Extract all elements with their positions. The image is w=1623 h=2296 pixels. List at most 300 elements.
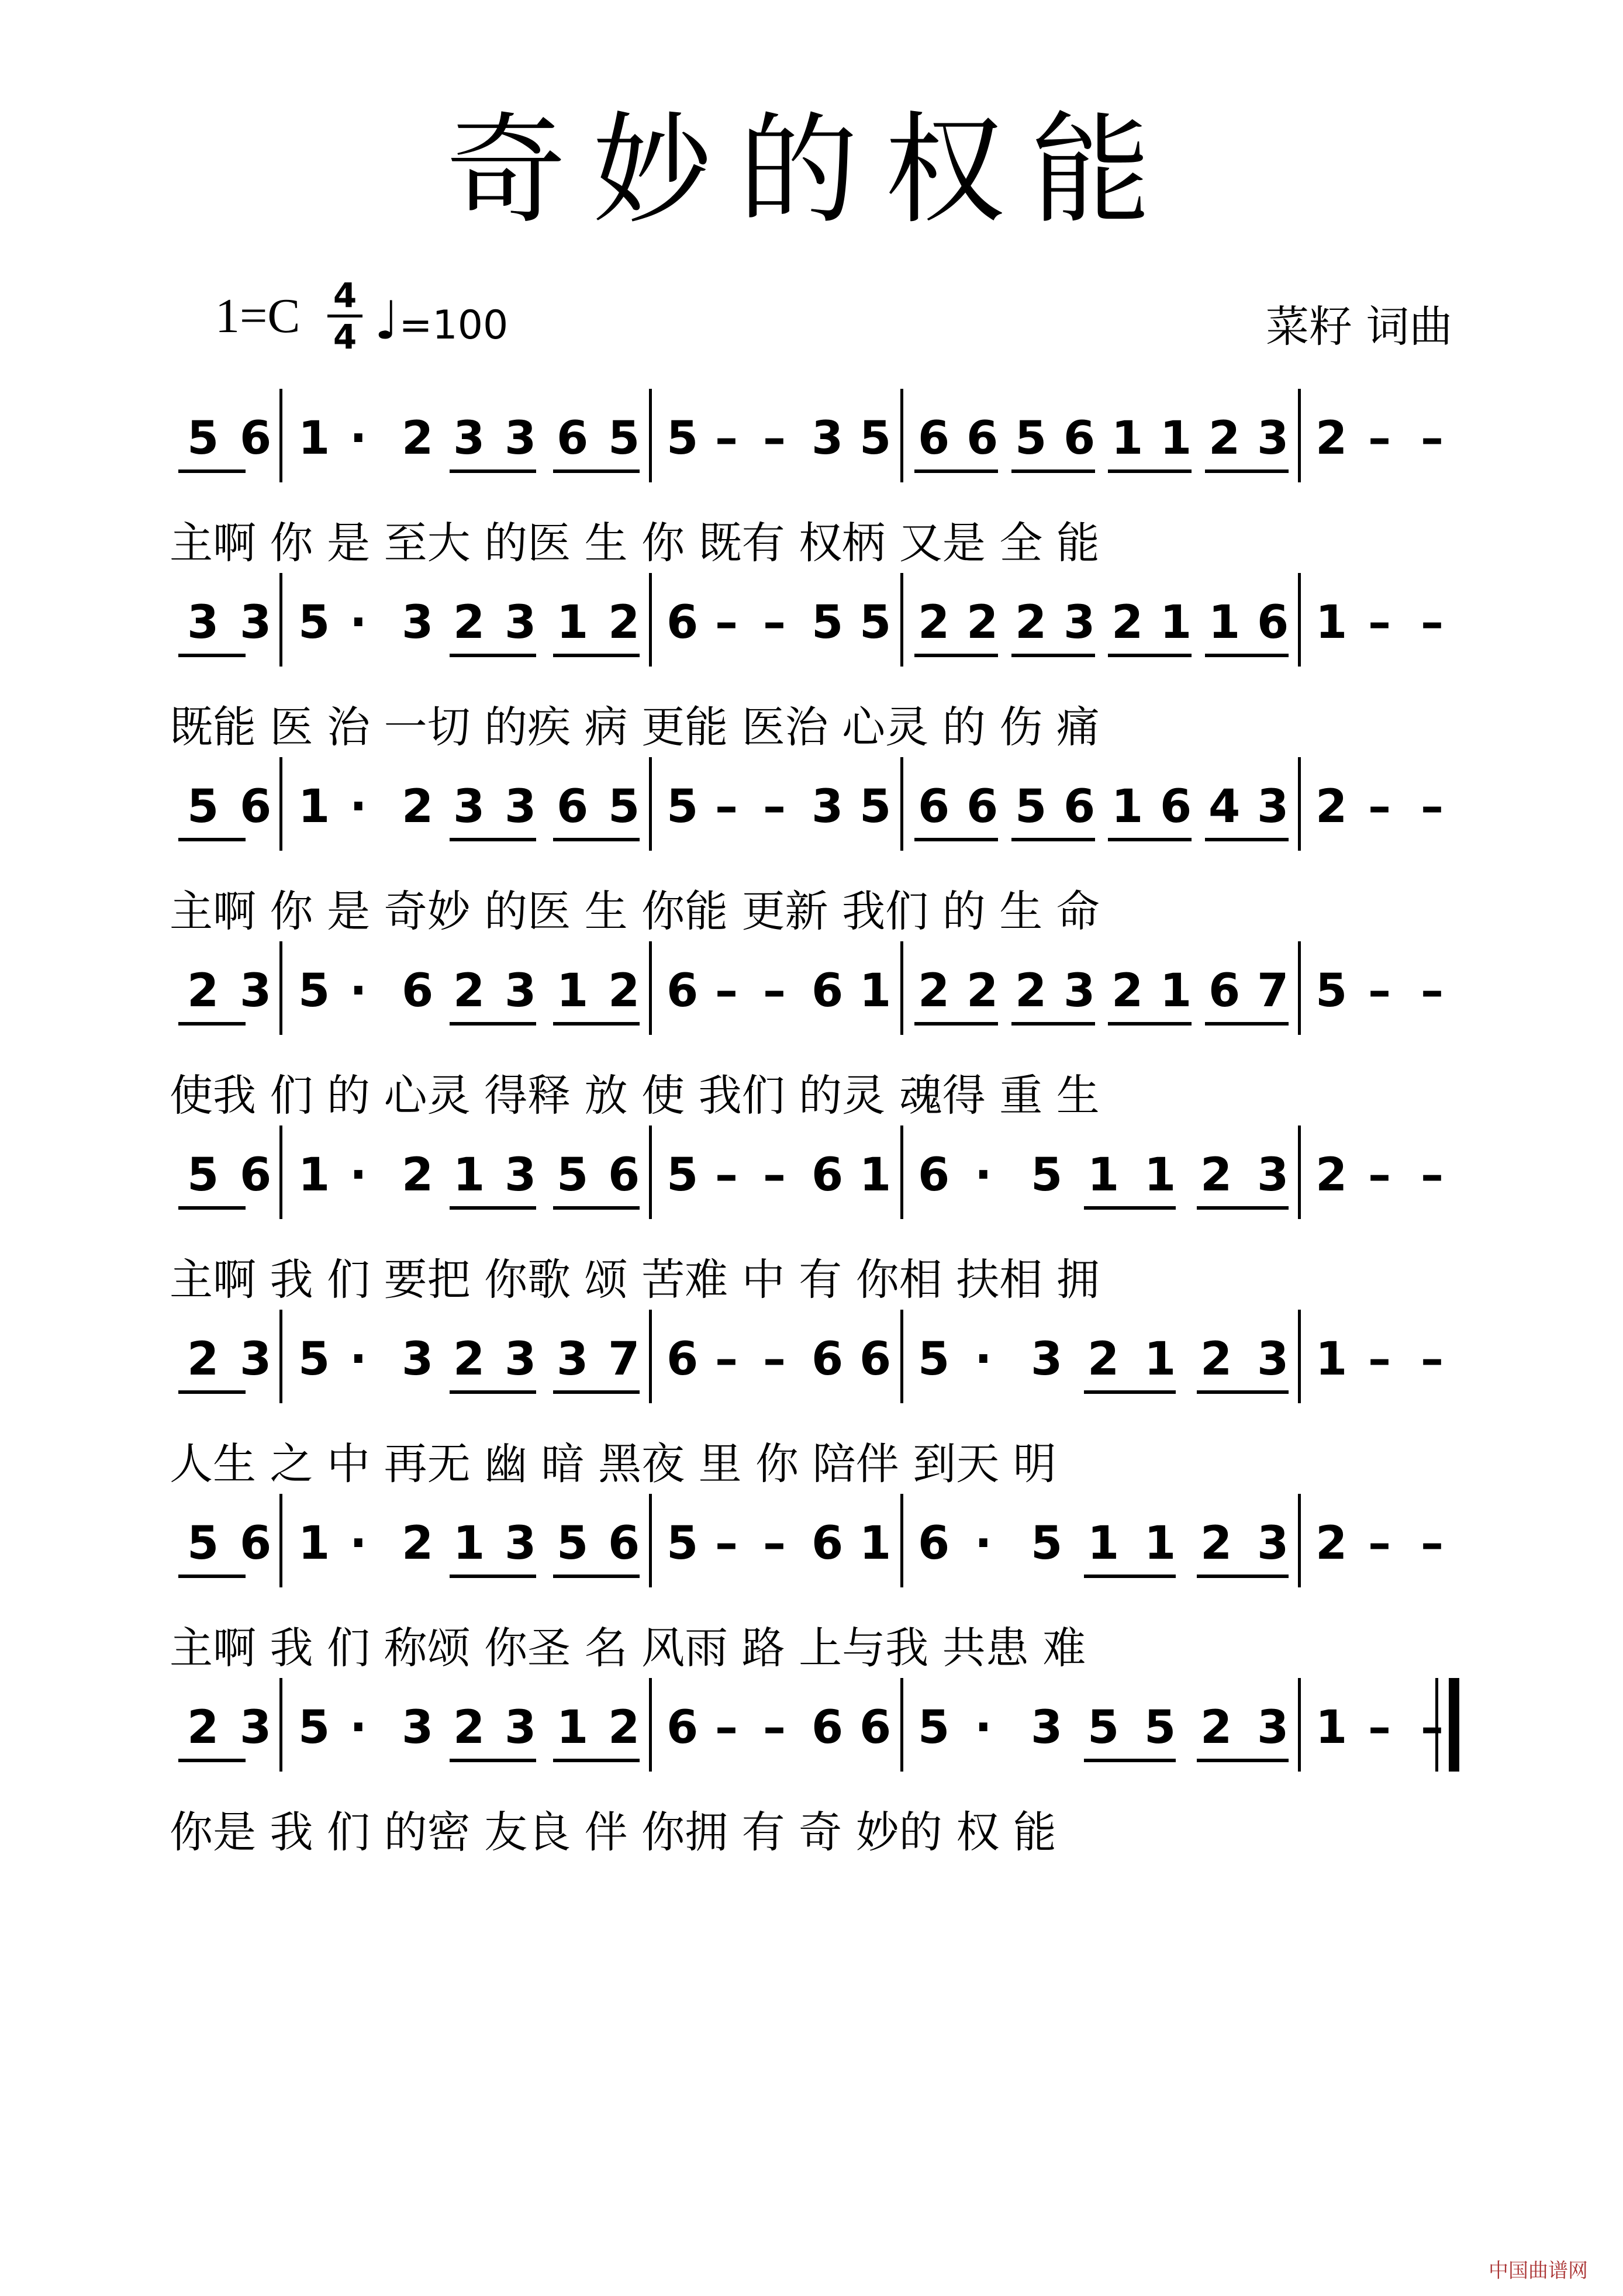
- note-symbol: 5: [187, 1517, 219, 1570]
- note-symbol: 6: [811, 1517, 844, 1570]
- eighth-note-underline: [450, 469, 536, 473]
- bar-line: [900, 573, 903, 667]
- note-symbol: 2: [608, 965, 640, 1017]
- note-symbol: 3: [1257, 1333, 1289, 1386]
- eighth-note-underline: [553, 838, 640, 841]
- note-symbol: 2: [1015, 596, 1047, 649]
- note-symbol: –: [1421, 1149, 1444, 1201]
- note-symbol: 3: [240, 1701, 272, 1754]
- note-symbol: 1: [1160, 412, 1192, 465]
- note-symbol: 2: [453, 1701, 485, 1754]
- note-symbol: 2: [187, 1701, 219, 1754]
- note-symbol: 6: [966, 412, 999, 465]
- note-symbol: 1: [298, 1149, 330, 1201]
- notes-line: [0, 573, 1623, 678]
- bar-line: [279, 389, 282, 482]
- eighth-note-underline: [450, 1575, 536, 1578]
- note-symbol: 6: [402, 965, 434, 1017]
- note-symbol: 2: [1315, 412, 1348, 465]
- pickup-underline: [178, 1575, 246, 1578]
- note-symbol: –: [1368, 965, 1391, 1017]
- note-symbol: –: [1421, 1701, 1444, 1754]
- note-symbol: 2: [402, 781, 434, 833]
- note-symbol: 3: [505, 1149, 537, 1201]
- note-symbol: 1: [298, 781, 330, 833]
- lyrics-line: 使我 们 的 心灵 得释 放 使 我们 的灵 魂得 重 生: [170, 1071, 1100, 1121]
- bar-line: [1298, 1125, 1301, 1219]
- bar-line: [279, 573, 282, 667]
- quarter-note-icon: ♩: [374, 290, 399, 351]
- note-symbol: 6: [811, 1701, 844, 1754]
- note-symbol: 3: [505, 1517, 537, 1570]
- note-symbol: 5: [667, 781, 699, 833]
- note-symbol: 1: [1315, 1701, 1348, 1754]
- note-symbol: –: [763, 1333, 786, 1386]
- note-symbol: 2: [187, 1333, 219, 1386]
- note-symbol: 2: [1200, 1149, 1232, 1201]
- pickup-underline: [178, 1206, 246, 1210]
- note-symbol: 6: [811, 1149, 844, 1201]
- pickup-underline: [178, 654, 246, 657]
- eighth-note-underline: [1108, 838, 1192, 841]
- note-symbol: 3: [505, 596, 537, 649]
- note-symbol: 3: [187, 596, 219, 649]
- notes-line: [0, 389, 1623, 494]
- note-symbol: 3: [1257, 1517, 1289, 1570]
- note-symbol: 2: [966, 596, 999, 649]
- eighth-note-underline: [450, 654, 536, 657]
- note-symbol: –: [1421, 965, 1444, 1017]
- note-symbol: –: [715, 965, 738, 1017]
- note-symbol: 5: [1015, 412, 1047, 465]
- eighth-note-underline: [553, 1206, 640, 1210]
- note-symbol: 5: [608, 781, 640, 833]
- note-symbol: –: [1421, 781, 1444, 833]
- note-symbol: 2: [1315, 781, 1348, 833]
- note-symbol: –: [715, 1333, 738, 1386]
- eighth-note-underline: [914, 469, 998, 473]
- eighth-note-underline: [450, 838, 536, 841]
- eighth-note-underline: [553, 1390, 640, 1394]
- pickup-underline: [178, 1390, 246, 1394]
- time-signature: [327, 275, 362, 357]
- note-symbol: 2: [1015, 965, 1047, 1017]
- note-symbol: –: [1368, 781, 1391, 833]
- note-symbol: 3: [453, 781, 485, 833]
- eighth-note-underline: [1011, 654, 1095, 657]
- note-symbol: 1: [298, 412, 330, 465]
- note-symbol: 1: [1144, 1333, 1176, 1386]
- note-symbol: 6: [557, 412, 589, 465]
- note-symbol: 6: [918, 781, 950, 833]
- note-symbol: –: [1368, 412, 1391, 465]
- note-symbol: 5: [298, 1333, 330, 1386]
- page-title: 奇妙的权能: [446, 101, 1177, 240]
- note-symbol: –: [715, 412, 738, 465]
- note-symbol: 1: [453, 1517, 485, 1570]
- note-symbol: 5: [1015, 781, 1047, 833]
- note-symbol: 1: [1160, 965, 1192, 1017]
- lyrics-line: 主啊 我 们 称颂 你圣 名 风雨 路 上与我 共患 难: [170, 1623, 1086, 1673]
- lyrics-line: 人生 之 中 再无 幽 暗 黑夜 里 你 陪伴 到天 明: [170, 1439, 1056, 1489]
- bar-line: [1298, 1494, 1301, 1587]
- note-symbol: 6: [240, 1149, 272, 1201]
- note-symbol: 6: [1063, 781, 1096, 833]
- note-symbol: 2: [453, 965, 485, 1017]
- note-symbol: –: [1368, 1701, 1391, 1754]
- note-symbol: ·: [350, 965, 367, 1017]
- eighth-note-underline: [553, 1022, 640, 1026]
- note-symbol: 3: [402, 596, 434, 649]
- eighth-note-underline: [1084, 1206, 1176, 1210]
- note-symbol: ·: [350, 1701, 367, 1754]
- bar-line: [649, 1310, 652, 1403]
- note-symbol: 2: [1111, 965, 1144, 1017]
- note-symbol: 3: [240, 965, 272, 1017]
- note-symbol: 7: [1257, 965, 1289, 1017]
- note-symbol: 5: [1087, 1701, 1120, 1754]
- eighth-note-underline: [1108, 469, 1192, 473]
- note-symbol: 2: [402, 1517, 434, 1570]
- note-symbol: –: [715, 596, 738, 649]
- note-symbol: 6: [1063, 412, 1096, 465]
- note-symbol: 1: [1087, 1149, 1120, 1201]
- note-symbol: 3: [505, 1333, 537, 1386]
- note-symbol: 3: [402, 1333, 434, 1386]
- note-symbol: 5: [298, 965, 330, 1017]
- score-row-4: [0, 941, 1623, 1121]
- notes-line: [0, 1494, 1623, 1599]
- note-symbol: 1: [859, 1149, 892, 1201]
- note-symbol: 6: [1257, 596, 1289, 649]
- bar-line: [279, 1125, 282, 1219]
- bar-line: [649, 1494, 652, 1587]
- note-symbol: 2: [918, 596, 950, 649]
- note-symbol: 3: [505, 965, 537, 1017]
- note-symbol: –: [1368, 1517, 1391, 1570]
- note-symbol: 3: [402, 1701, 434, 1754]
- note-symbol: –: [1421, 412, 1444, 465]
- note-symbol: 5: [557, 1149, 589, 1201]
- note-symbol: 3: [557, 1333, 589, 1386]
- tempo-value: =100: [399, 302, 509, 348]
- note-symbol: 1: [1144, 1149, 1176, 1201]
- note-symbol: 3: [1257, 1149, 1289, 1201]
- bar-line: [279, 757, 282, 851]
- note-symbol: 1: [557, 596, 589, 649]
- bar-line: [1298, 1310, 1301, 1403]
- bar-line: [649, 757, 652, 851]
- note-symbol: 6: [859, 1333, 892, 1386]
- note-symbol: 5: [187, 1149, 219, 1201]
- note-symbol: 1: [298, 1517, 330, 1570]
- note-symbol: ·: [350, 1149, 367, 1201]
- note-symbol: 2: [1111, 596, 1144, 649]
- bar-line: [279, 941, 282, 1035]
- note-symbol: –: [1368, 1149, 1391, 1201]
- note-symbol: –: [1368, 596, 1391, 649]
- score-row-8: [0, 1678, 1623, 1857]
- note-symbol: 3: [240, 1333, 272, 1386]
- note-symbol: 6: [1208, 965, 1241, 1017]
- note-symbol: 1: [1315, 596, 1348, 649]
- note-symbol: ·: [975, 1701, 992, 1754]
- note-symbol: 5: [859, 412, 892, 465]
- bar-line: [649, 1125, 652, 1219]
- note-symbol: 5: [187, 781, 219, 833]
- note-symbol: 3: [240, 596, 272, 649]
- note-symbol: –: [763, 1517, 786, 1570]
- note-symbol: 2: [1200, 1333, 1232, 1386]
- watermark-logo: 中国曲谱网: [1489, 2259, 1588, 2283]
- note-symbol: ·: [350, 412, 367, 465]
- note-symbol: 1: [1111, 412, 1144, 465]
- note-symbol: ·: [350, 1517, 367, 1570]
- note-symbol: 6: [1160, 781, 1192, 833]
- eighth-note-underline: [1011, 838, 1095, 841]
- note-symbol: 5: [667, 1149, 699, 1201]
- bar-line: [1298, 573, 1301, 667]
- note-symbol: 5: [859, 596, 892, 649]
- note-symbol: –: [763, 1149, 786, 1201]
- note-symbol: 1: [1144, 1517, 1176, 1570]
- note-symbol: ·: [350, 781, 367, 833]
- eighth-note-underline: [450, 1390, 536, 1394]
- note-symbol: 6: [918, 412, 950, 465]
- time-top: 4: [333, 275, 357, 315]
- note-symbol: 2: [966, 965, 999, 1017]
- eighth-note-underline: [1205, 838, 1289, 841]
- note-symbol: 6: [918, 1149, 950, 1201]
- note-symbol: 2: [453, 596, 485, 649]
- eighth-note-underline: [450, 1206, 536, 1210]
- eighth-note-underline: [1084, 1759, 1176, 1762]
- eighth-note-underline: [450, 1022, 536, 1026]
- note-symbol: –: [715, 1149, 738, 1201]
- bar-line: [279, 1310, 282, 1403]
- note-symbol: 2: [1208, 412, 1241, 465]
- note-symbol: 6: [667, 1333, 699, 1386]
- note-symbol: 2: [608, 596, 640, 649]
- note-symbol: 2: [453, 1333, 485, 1386]
- note-symbol: 6: [608, 1149, 640, 1201]
- key-signature: 1=C: [215, 289, 301, 343]
- note-symbol: 2: [402, 1149, 434, 1201]
- note-symbol: 5: [1031, 1517, 1063, 1570]
- score-row-1: [0, 389, 1623, 568]
- eighth-note-underline: [914, 1022, 998, 1026]
- note-symbol: 5: [1031, 1149, 1063, 1201]
- note-symbol: –: [1368, 1333, 1391, 1386]
- note-symbol: 1: [1160, 596, 1192, 649]
- note-symbol: ·: [975, 1333, 992, 1386]
- bar-line: [900, 1125, 903, 1219]
- eighth-note-underline: [1108, 654, 1192, 657]
- note-symbol: –: [763, 965, 786, 1017]
- eighth-note-underline: [914, 654, 998, 657]
- note-symbol: 6: [240, 1517, 272, 1570]
- note-symbol: 6: [667, 596, 699, 649]
- note-symbol: 3: [505, 781, 537, 833]
- notes-line: [0, 757, 1623, 862]
- eighth-note-underline: [553, 654, 640, 657]
- note-symbol: 5: [918, 1333, 950, 1386]
- note-symbol: 1: [1315, 1333, 1348, 1386]
- lyrics-line: 主啊 我 们 要把 你歌 颂 苦难 中 有 你相 扶相 拥: [170, 1255, 1100, 1305]
- lyrics-line: 主啊 你 是 奇妙 的医 生 你能 更新 我们 的 生 命: [170, 886, 1100, 937]
- eighth-note-underline: [1197, 1390, 1289, 1394]
- note-symbol: 3: [505, 412, 537, 465]
- note-symbol: –: [1421, 1333, 1444, 1386]
- note-symbol: 6: [811, 965, 844, 1017]
- note-symbol: 5: [1144, 1701, 1176, 1754]
- lyrics-line: 既能 医 治 一切 的疾 病 更能 医治 心灵 的 伤 痛: [170, 702, 1100, 752]
- eighth-note-underline: [1011, 1022, 1095, 1026]
- note-symbol: 2: [1200, 1517, 1232, 1570]
- eighth-note-underline: [450, 1759, 536, 1762]
- note-symbol: 1: [1111, 781, 1144, 833]
- note-symbol: 5: [918, 1701, 950, 1754]
- note-symbol: 3: [1063, 965, 1096, 1017]
- note-symbol: 1: [453, 1149, 485, 1201]
- note-symbol: 1: [1087, 1517, 1120, 1570]
- bar-line: [900, 941, 903, 1035]
- bar-line: [900, 1678, 903, 1772]
- note-symbol: 6: [667, 1701, 699, 1754]
- note-symbol: –: [1421, 596, 1444, 649]
- final-bar-thick: [1449, 1678, 1459, 1772]
- pickup-underline: [178, 1022, 246, 1026]
- eighth-note-underline: [1205, 469, 1289, 473]
- score-row-6: [0, 1310, 1623, 1489]
- score-row-5: [0, 1125, 1623, 1305]
- eighth-note-underline: [1084, 1390, 1176, 1394]
- note-symbol: 3: [811, 781, 844, 833]
- note-symbol: –: [1421, 1517, 1444, 1570]
- notes-line: [0, 1125, 1623, 1231]
- eighth-note-underline: [1197, 1759, 1289, 1762]
- eighth-note-underline: [1011, 469, 1095, 473]
- note-symbol: 6: [667, 965, 699, 1017]
- note-symbol: 1: [557, 965, 589, 1017]
- note-symbol: 5: [608, 412, 640, 465]
- note-symbol: –: [715, 1701, 738, 1754]
- score-row-7: [0, 1494, 1623, 1673]
- note-symbol: 2: [187, 965, 219, 1017]
- bar-line: [1298, 1678, 1301, 1772]
- note-symbol: 2: [1087, 1333, 1120, 1386]
- note-symbol: 5: [298, 596, 330, 649]
- note-symbol: –: [763, 412, 786, 465]
- note-symbol: 1: [859, 1517, 892, 1570]
- note-symbol: 3: [1257, 412, 1289, 465]
- bar-line: [1298, 757, 1301, 851]
- note-symbol: –: [763, 596, 786, 649]
- bar-line: [900, 1310, 903, 1403]
- notes-line: [0, 1678, 1623, 1783]
- note-symbol: 6: [966, 781, 999, 833]
- eighth-note-underline: [1108, 1022, 1192, 1026]
- note-symbol: ·: [350, 1333, 367, 1386]
- note-symbol: –: [715, 781, 738, 833]
- note-symbol: 2: [1200, 1701, 1232, 1754]
- note-symbol: 3: [453, 412, 485, 465]
- note-symbol: 5: [859, 781, 892, 833]
- note-symbol: 1: [1208, 596, 1241, 649]
- eighth-note-underline: [1197, 1575, 1289, 1578]
- note-symbol: –: [715, 1517, 738, 1570]
- bar-line: [279, 1494, 282, 1587]
- note-symbol: 5: [811, 596, 844, 649]
- eighth-note-underline: [1205, 1022, 1289, 1026]
- note-symbol: ·: [975, 1517, 992, 1570]
- note-symbol: 6: [859, 1701, 892, 1754]
- bar-line: [649, 389, 652, 482]
- note-symbol: 7: [608, 1333, 640, 1386]
- note-symbol: 3: [811, 412, 844, 465]
- score-row-3: [0, 757, 1623, 937]
- notes-line: [0, 941, 1623, 1047]
- tempo-mark: [374, 290, 508, 351]
- note-symbol: 6: [240, 781, 272, 833]
- note-symbol: 1: [859, 965, 892, 1017]
- note-symbol: –: [763, 1701, 786, 1754]
- bar-line: [1298, 941, 1301, 1035]
- lyrics-line: 你是 我 们 的密 友良 伴 你拥 有 奇 妙的 权 能: [170, 1807, 1056, 1857]
- note-symbol: 5: [557, 1517, 589, 1570]
- note-symbol: 2: [1315, 1517, 1348, 1570]
- bar-line: [900, 389, 903, 482]
- bar-line: [649, 573, 652, 667]
- notes-line: [0, 1310, 1623, 1415]
- eighth-note-underline: [1205, 654, 1289, 657]
- bar-line: [649, 1678, 652, 1772]
- bar-line: [649, 941, 652, 1035]
- note-symbol: 4: [1208, 781, 1241, 833]
- note-symbol: 6: [918, 1517, 950, 1570]
- eighth-note-underline: [1084, 1575, 1176, 1578]
- note-symbol: –: [763, 781, 786, 833]
- eighth-note-underline: [553, 469, 640, 473]
- note-symbol: ·: [350, 596, 367, 649]
- bar-line: [900, 1494, 903, 1587]
- pickup-underline: [178, 838, 246, 841]
- bar-line: [1298, 389, 1301, 482]
- note-symbol: ·: [975, 1149, 992, 1201]
- note-symbol: 5: [187, 412, 219, 465]
- note-symbol: 3: [1063, 596, 1096, 649]
- note-symbol: 5: [667, 412, 699, 465]
- note-symbol: 3: [1257, 1701, 1289, 1754]
- author-credit: 菜籽 词曲: [1266, 302, 1453, 352]
- note-symbol: 2: [608, 1701, 640, 1754]
- note-symbol: 2: [1315, 1149, 1348, 1201]
- note-symbol: 5: [1315, 965, 1348, 1017]
- note-symbol: 6: [240, 412, 272, 465]
- bar-line: [900, 757, 903, 851]
- eighth-note-underline: [1197, 1206, 1289, 1210]
- note-symbol: 6: [557, 781, 589, 833]
- eighth-note-underline: [553, 1575, 640, 1578]
- pickup-underline: [178, 1759, 246, 1762]
- note-symbol: 3: [1031, 1333, 1063, 1386]
- eighth-note-underline: [914, 838, 998, 841]
- note-symbol: 3: [1257, 781, 1289, 833]
- note-symbol: 3: [1031, 1701, 1063, 1754]
- note-symbol: 5: [667, 1517, 699, 1570]
- score-row-2: [0, 573, 1623, 752]
- note-symbol: 6: [811, 1333, 844, 1386]
